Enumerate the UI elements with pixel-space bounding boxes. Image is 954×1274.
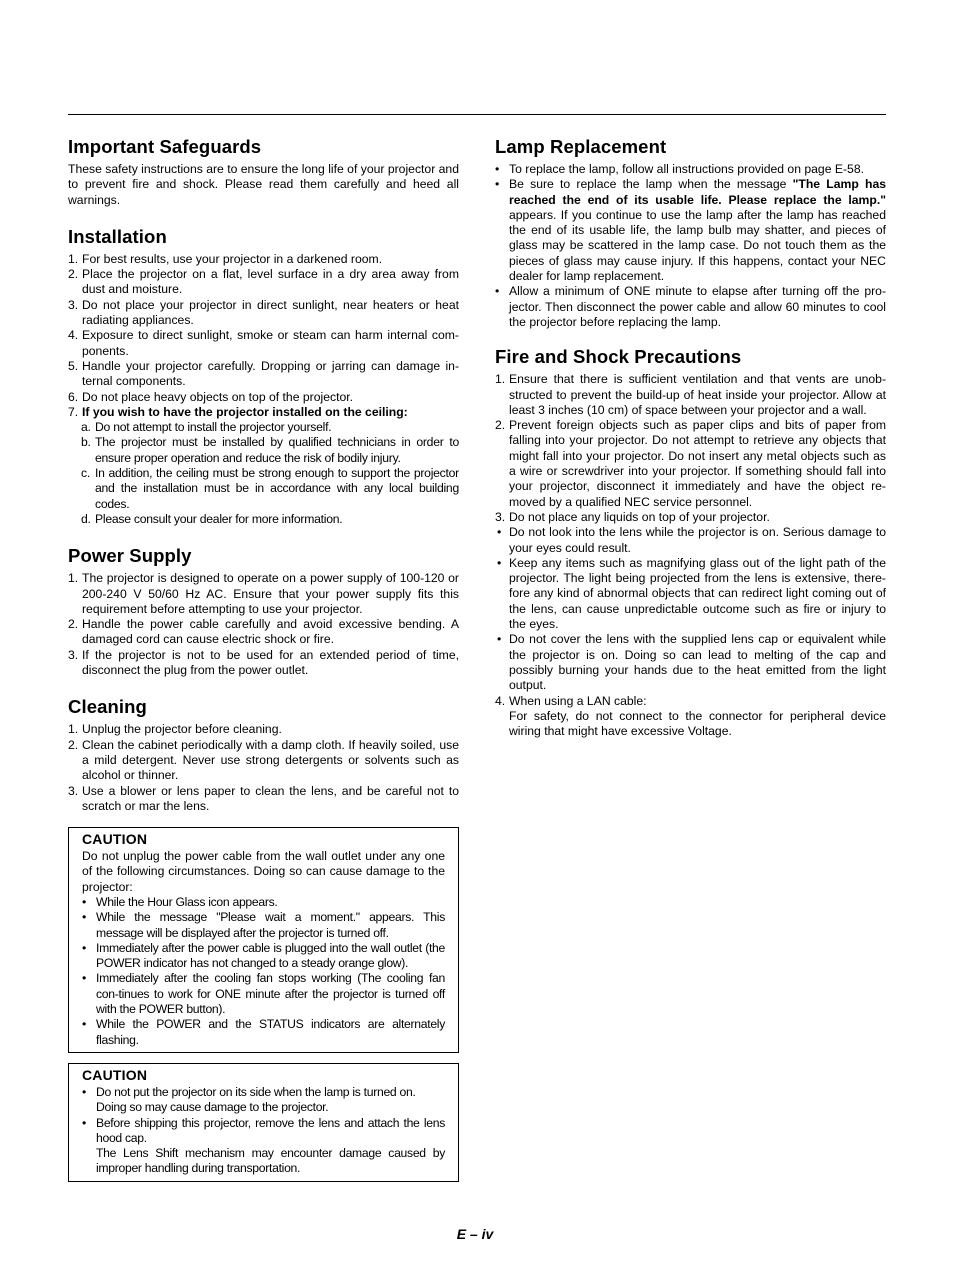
list-item: • Immediately after the cooling fan stops working (The cooling fan con-tinues to work for ONE minute after the projector is turned off with the POWER button). — [82, 971, 445, 1017]
list-item: 2. Place the projector on a flat, level surface in a dry area away from dust and moisture. — [68, 267, 459, 297]
list-item: 2. Prevent foreign objects such as paper clips and bits of paper from falling into your projector. Do not attempt to retrieve any objects that might fall into your projector. Do not insert any metal objects such as a wire or screwdriver into your projector. If something should fall into your projector, disconnect it immediately and have the object re-moved by a qualified NEC service personnel. — [495, 418, 886, 509]
list-item: 1. The projector is designed to operate on a power supply of 100-120 or 200-240 V 50/60 Hz AC. Ensure that your power supply fits this requirement before attempting to use your projector. — [68, 571, 459, 616]
caution-list — [82, 895, 445, 1048]
list-item: • While the message "Please wait a moment." appears. This message will be displayed after the projector is turned off. — [82, 910, 445, 940]
list-item: • To replace the lamp, follow all instructions provided on page E-58. — [495, 162, 864, 176]
list-item: 5. Handle your projector carefully. Dropping or jarring can damage in-ternal components. — [68, 358, 459, 389]
lamp-list — [495, 162, 886, 330]
list-item: c. In addition, the ceiling must be strong enough to support the projector and the installation must be in accordance with any local building codes. — [81, 466, 459, 511]
page-number: E – iv — [456, 1226, 494, 1242]
list-item: 7. If you wish to have the projector installed on the ceiling: — [68, 404, 408, 419]
cleaning-list — [68, 722, 459, 814]
list-item: 1. For best results, use your projector in a darkened room. — [68, 251, 383, 266]
section-power-supply — [68, 545, 459, 678]
ceiling-sub-list — [68, 420, 459, 527]
list-item: • Be sure to replace the lamp when the message "The Lamp has reached the end of its usable life. Please replace the lamp." appears. If you continue to use the lamp after the lamp has reached the end of its usable life, the lamp bulb may shatter, and pieces of glass may be scattered in the lamp case. Do not touch them as the pieces of glass may cause injury. If this happens, contact your NEC dealer for lamp replacement. — [495, 177, 886, 284]
list-item: • Keep any items such as magnifying glass out of the light path of the projector. The light being projected from the lens is extensive, there-fore any kind of abnormal objects that can redirect light coming out of the lens, can cause unpredictable outcome such as fire or injury to the eyes. — [497, 555, 886, 632]
power-list — [68, 571, 459, 678]
safeguards-intro: These safety instructions are to ensure the long life of your projector and to prevent fire and shock. Please read them carefully and heed all warnings. — [68, 162, 459, 207]
caution-box-handling — [68, 1063, 459, 1182]
caution-intro: Do not unplug the power cable from the wall outlet under any one of the following circumstances. Doing so can cause damage to the projector: — [82, 849, 445, 894]
list-item: • Do not cover the lens with the supplied lens cap or equivalent while the projector is on. Doing so can lead to melting of the cap and possibly burning your hands due to the heat emitted from the light output. — [497, 632, 886, 693]
lan-note: For safety, do not connect to the connector for peripheral device wiring that might have excessive Voltage. — [509, 708, 886, 739]
list-item: • Immediately after the power cable is plugged into the wall outlet (the POWER indicator has not changed to a steady orange glow). — [82, 940, 445, 971]
section-fire-shock — [495, 346, 886, 739]
list-item: 3. If the projector is not to be used for an extended period of time, disconnect the plug from the power outlet. — [68, 647, 459, 678]
installation-list — [68, 252, 459, 420]
heading-important-safeguards: Important Safeguards — [68, 136, 262, 157]
heading-lamp-replacement: Lamp Replacement — [495, 136, 667, 157]
section-important-safeguards — [68, 136, 459, 208]
section-lamp-replacement — [495, 136, 886, 330]
list-item: b. The projector must be installed by qualified technicians in order to ensure proper operation and reduce the risk of bodily injury. — [81, 435, 459, 465]
list-item: • Allow a minimum of ONE minute to elapse after turning off the pro-jector. Then disconnect the power cable and allow 60 minutes to cool the projector before replacing the lamp. — [495, 284, 886, 329]
section-installation — [68, 226, 459, 527]
left-column — [68, 136, 459, 1192]
list-item: 1. Unplug the projector before cleaning. — [68, 722, 282, 737]
caution-heading: CAUTION — [82, 1066, 148, 1083]
list-item: 3. Do not place any liquids on top of your projector. — [495, 509, 770, 524]
heading-installation: Installation — [68, 225, 167, 247]
list-item: 3. Use a blower or lens paper to clean the lens, and be careful not to scratch or mar the lens. — [68, 783, 459, 813]
list-item: • Do not look into the lens while the projector is on. Serious damage to your eyes could result. — [497, 525, 886, 555]
list-item: 6. Do not place heavy objects on top of the projector. — [68, 389, 354, 404]
heading-cleaning: Cleaning — [68, 696, 147, 718]
list-item: • While the POWER and the STATUS indicators are alternately flashing. — [82, 1017, 445, 1047]
heading-power-supply: Power Supply — [68, 545, 192, 567]
list-item: • While the Hour Glass icon appears. — [82, 894, 278, 909]
list-item: a. Do not attempt to install the projector yourself. — [81, 420, 332, 435]
list-item: 1. Ensure that there is sufficient ventilation and that vents are unob-structed to prevent the build-up of heat inside your projector. Allow at least 3 inches (10 cm) of space between your projector and a wall. — [495, 372, 886, 417]
caution-list — [82, 1085, 445, 1177]
list-item: • Before shipping this projector, remove the lens and attach the lens hood cap. The Lens Shift mechanism may encounter damage caused by improper handling during transportation. — [82, 1115, 445, 1176]
list-item: 2. Clean the cabinet periodically with a damp cloth. If heavily soiled, use a mild detergent. Never use strong detergents or solvents such as alcohol or thinner. — [68, 737, 459, 783]
right-column — [495, 136, 886, 757]
caution-heading: CAUTION — [82, 831, 148, 848]
heading-fire-shock: Fire and Shock Precautions — [495, 346, 742, 368]
fire-list — [495, 372, 886, 739]
caution-box-power — [68, 827, 459, 1053]
list-item: • Do not put the projector on its side when the lamp is turned on. Doing so may cause damage to the projector. — [82, 1084, 416, 1115]
list-item: 4. Exposure to direct sunlight, smoke or steam can harm internal com-ponents. — [68, 328, 459, 358]
list-item: 2. Handle the power cable carefully and avoid excessive bending. A damaged cord can cause electric shock or fire. — [68, 617, 459, 647]
list-item: 4. When using a LAN cable: For safety, do not connect to the connector for peripheral device wiring that might have excessive Voltage. — [495, 693, 886, 739]
list-item: d. Please consult your dealer for more information. — [81, 511, 343, 526]
list-item: 3. Do not place your projector in direct sunlight, near heaters or heat radiating appliances. — [68, 297, 459, 328]
top-rule — [68, 114, 886, 115]
section-cleaning — [68, 696, 459, 814]
